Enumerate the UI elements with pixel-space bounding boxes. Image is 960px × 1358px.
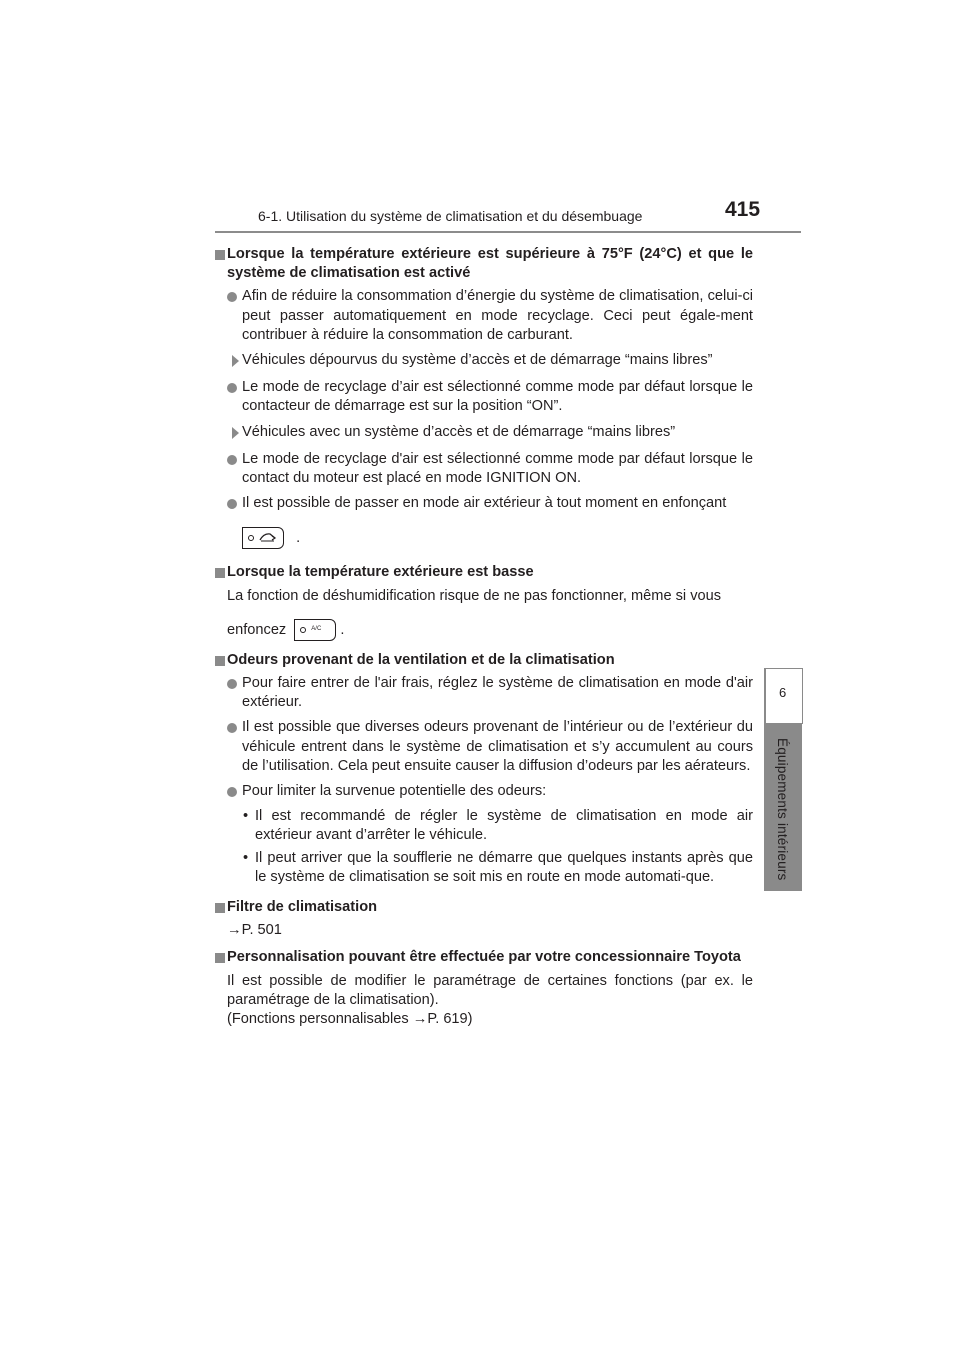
sub-item-blower-delay: • Il peut arriver que la soufflerie ne démarre que quelques instants après que le système de climatisation se soit mis en route en mode automati-que. [215, 849, 753, 887]
running-header: 6-1. Utilisation du système de climatisation et du désembuage [258, 208, 643, 224]
sub-item-outside-air-before-stop: • Il est recommandé de régler le système de climatisation en mode air extérieur avant d’arrêter le véhicule. [215, 807, 753, 845]
cold-weather-end: . [340, 621, 345, 638]
customization-text: Il est possible de modifier le paramétrage de certaines fonctions (par ex. le paramétrage de la climatisation). [227, 972, 753, 1008]
ac-glyph: A/C [311, 625, 322, 632]
chapter-label: Équipements intérieurs [775, 738, 791, 881]
bullet-recirculation-auto: Afin de réduire la consommation d’énergie du système de climatisation, celui-ci peut passer automatiquement en mode recyclage. Ceci peut égale-ment contribuer à réduire la consommation de carburant. [215, 287, 753, 345]
bullet-limit-odors: Pour limiter la survenue potentielle des odeurs: [215, 782, 753, 801]
page-content [215, 245, 753, 1029]
cold-weather-text: La fonction de déshumidification risque de ne pas fonctionner, même si vous [227, 587, 722, 604]
variant-with-smart-key: Véhicules avec un système d’accès et de démarrage “mains libres” [215, 423, 753, 442]
bullet-outside-air-switch [215, 494, 753, 549]
customization-page-ref: (Fonctions personnalisables →P. 619) [227, 1011, 473, 1028]
ac-button-icon [294, 619, 336, 641]
bullet-odor-accumulation: Il est possible que diverses odeurs provenant de l’intérieur ou de l’extérieur du véhicule entrent dans le système de climatisation et s’y accumulent au cours de l’utilisation. Cela peut ensuite causer la diffusion d’odeurs par les aérateurs. [215, 718, 753, 776]
section-heading-filter: Filtre de climatisation [215, 898, 753, 917]
bullet-outside-air-end: . [296, 530, 301, 547]
outside-air-button-icon [242, 527, 284, 549]
bullet-outside-air-text: Il est possible de passer en mode air extérieur à tout moment en enfonçant [242, 495, 727, 512]
section-heading-cold-weather: Lorsque la température extérieure est basse [215, 563, 753, 582]
bullet-fresh-air: Pour faire entrer de l'air frais, réglez le système de climatisation en mode d'air extérieur. [215, 674, 753, 712]
page-number: 415 [725, 198, 761, 221]
cold-weather-text-2 [215, 619, 753, 641]
section-heading-hot-weather: Lorsque la température extérieure est supérieure à 75°F (24°C) et que le système de climatisation est activé [215, 245, 753, 283]
section-heading-odors: Odeurs provenant de la ventilation et de la climatisation [215, 651, 753, 670]
bullet-default-recirculation-on: Le mode de recyclage d’air est sélectionné comme mode par défaut lorsque le contacteur de démarrage est sur la position “ON”. [215, 378, 753, 416]
cold-weather-enfoncez: enfoncez [227, 621, 287, 638]
header-divider [215, 231, 801, 233]
filter-page-ref: →P. 501 [227, 922, 282, 939]
variant-without-smart-key: Véhicules dépourvus du système d’accès et de démarrage “mains libres” [215, 351, 753, 370]
chapter-number: 6 [779, 685, 787, 700]
section-heading-customization: Personnalisation pouvant être effectuée par votre concessionnaire Toyota [215, 948, 753, 967]
bullet-default-recirculation-ignition: Le mode de recyclage d'air est sélectionné comme mode par défaut lorsque le contact du moteur est placé en mode IGNITION ON. [215, 450, 753, 488]
